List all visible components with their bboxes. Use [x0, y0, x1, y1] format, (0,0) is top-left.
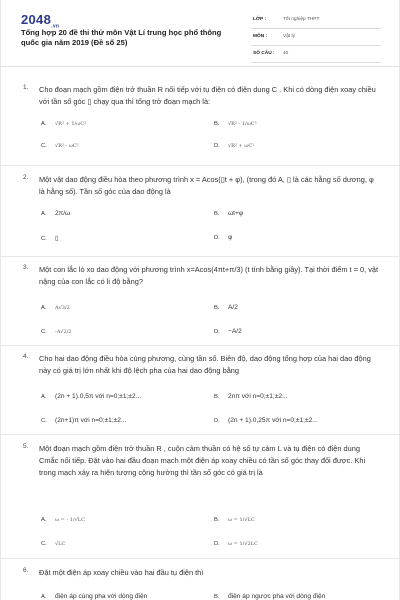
question-number: 1. [23, 84, 29, 91]
site-logo[interactable]: $2048_{.vn}$ [21, 12, 60, 30]
option-a[interactable]: A. ω = - 1/√LC [41, 517, 85, 523]
option-c[interactable]: C. (2n+1)π với n=0;±1;±2... [41, 417, 127, 424]
meta-key: SỐ CÂU : [253, 51, 275, 56]
option-b[interactable]: B. điện áp ngược pha với dòng điện [214, 593, 326, 600]
meta-row-class [251, 14, 381, 29]
option-b[interactable]: B. A/2 [214, 304, 238, 311]
meta-row-subject [251, 31, 381, 46]
meta-value: Tốt nghiệp THPT [283, 17, 320, 22]
option-b[interactable]: B. 2nπ với n=0;±1;±2... [214, 393, 288, 400]
header-divider [1, 66, 400, 67]
question-divider [1, 256, 400, 257]
meta-key: MÔN : [253, 34, 268, 39]
question-number: 5. [23, 443, 29, 450]
question-number: 3. [23, 264, 29, 271]
option-c[interactable]: C. √LC [41, 541, 66, 547]
question-divider [1, 434, 400, 435]
exam-meta [251, 14, 381, 63]
option-d[interactable]: D. √R² + ωC² [214, 143, 255, 149]
meta-row-count [251, 48, 381, 63]
exam-title: Tổng hợp 20 đề thi thử môn Vật Lí trung học phổ thông quốc gia năm 2019 (Đề số 25) [21, 28, 222, 47]
option-b[interactable]: B. √R² - 1/ωC² [214, 121, 257, 127]
question-number: 2. [23, 174, 29, 181]
meta-value: Vật lý [283, 34, 295, 39]
question-text: Đặt một điện áp xoay chiều vào hai đầu tụ điện thì [39, 568, 204, 577]
option-c[interactable]: C. ▯ [41, 235, 59, 242]
question-divider [1, 345, 400, 346]
exam-header [1, 0, 400, 64]
option-a[interactable]: A. điện áp cùng pha với dòng điện [41, 593, 148, 600]
option-d[interactable]: D. (2n + 1).0,25π với n=0;±1;±2... [214, 417, 318, 424]
question-number: 6. [23, 567, 29, 574]
question-text: Một con lắc lò xo dao động với phương trình x=Acos(4πt+π/3) (t tính bằng giây). Tại thời điểm t = 0, vật nặng của con lắc có li độ bằng? [39, 265, 379, 286]
question-text: Cho hai dao động điều hòa cùng phương, cùng tần số. Biên độ, dao động tổng hợp của hai dao động này có giá trị lớn nhất khi độ lệch pha của hai dao động bằng [39, 354, 371, 375]
question-number: 4. [23, 353, 29, 360]
question-text: Cho đoạn mạch gồm điện trở thuần R nối tiếp với tụ điện có điện dung C . Khi có dòng điện xoay chiều với tần số góc ▯ chạy qua thì tổng trở đoạn mạch là: [39, 85, 376, 106]
option-b[interactable]: B. ω = 1/√LC [214, 517, 255, 523]
question-text: Một vật dao động điều hòa theo phương trình x = Acos(▯t + φ), (trong đó A, ▯ là các hằng số dương, φ là hằng số). Tần số góc của dao động là [39, 175, 374, 196]
option-b[interactable]: B. ωt+φ [214, 210, 244, 217]
option-a[interactable]: A. 2π/ω [41, 210, 71, 217]
option-a[interactable]: A. (2n + 1).0,5π với n=0;±1;±2... [41, 393, 142, 400]
question-divider [1, 165, 400, 166]
option-c[interactable]: C. √R² - ωC² [41, 143, 79, 149]
meta-value: 40 [283, 51, 289, 56]
option-a[interactable]: A. √R² + 1/ωC² [41, 121, 87, 127]
option-d[interactable]: D. φ [214, 234, 233, 241]
meta-key: LỚP : [253, 17, 267, 22]
option-c[interactable]: C. -A√2/2 [41, 329, 72, 335]
question-text: Một đoạn mạch gồm điện trở thuần R , cuộn cảm thuần có hệ số tự cảm L và tụ điện có điện dung Cmắc nối tiếp. Đặt vào hai đầu đoạn mạch một điện áp xoay chiều có tần số góc thay đổi được. Khi trong mạch xảy ra hiện tượng cộng hưởng thì tần số góc có giá trị là [39, 444, 366, 477]
option-d[interactable]: D. ω = 1/√2LC [214, 541, 258, 547]
option-a[interactable]: A. A√3/2 [41, 305, 70, 311]
question-divider [1, 558, 400, 559]
option-d[interactable]: D. −A/2 [214, 328, 242, 335]
